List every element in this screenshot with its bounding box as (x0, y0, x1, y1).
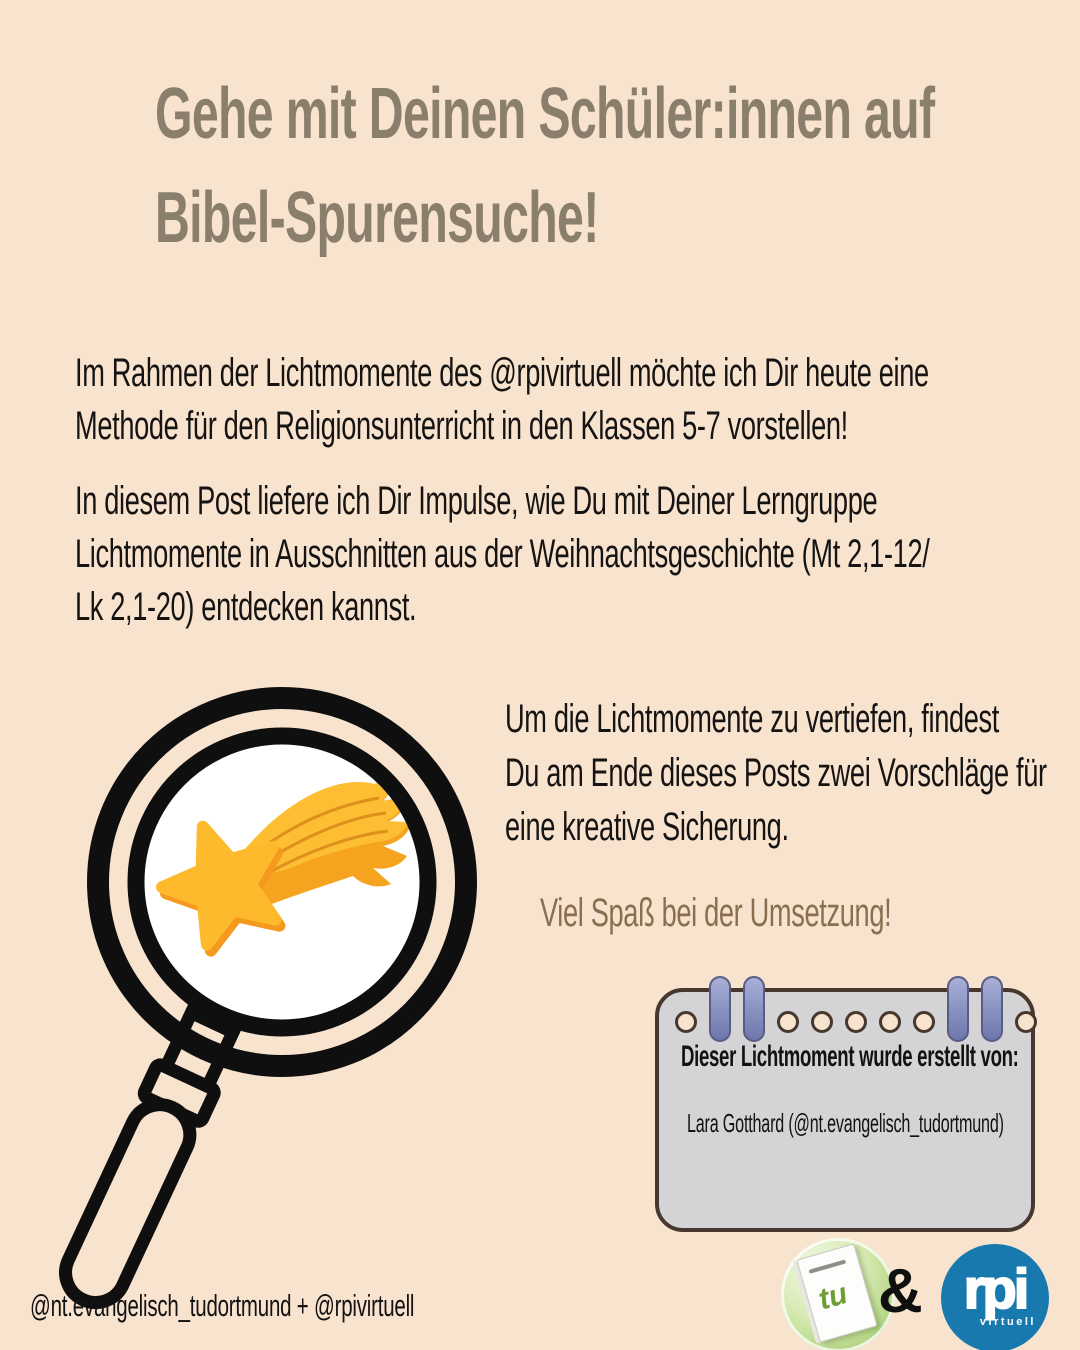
binder-ring-icon (743, 976, 765, 1042)
notepad-hole (675, 1011, 697, 1033)
rpi-logo-subtext: virtuell (979, 1316, 1036, 1328)
fun-line: Viel Spaß bei der Umsetzung! (540, 891, 892, 935)
notepad-hole (879, 1011, 901, 1033)
deepen-line-1: Um die Lichtmomente zu vertiefen, findest (505, 697, 1000, 741)
notepad-hole (777, 1011, 799, 1033)
notepad-author: Lara Gotthard (@nt.evangelisch_tudortmund) (687, 1108, 1004, 1138)
rpi-logo-text: rpi (963, 1257, 1027, 1320)
rpi-virtuell-logo (941, 1244, 1049, 1350)
binder-ring-icon (981, 976, 1003, 1042)
tu-logo-text: tu (814, 1276, 852, 1317)
footer-handles: @nt.evangelisch_tudortmund + @rpivirtuell (30, 1288, 415, 1323)
impulse-line-1: In diesem Post liefere ich Dir Impulse, wie Du mit Deiner Lerngruppe (75, 479, 878, 523)
intro-line-1: Im Rahmen der Lichtmomente des @rpivirtuell möchte ich Dir heute eine (75, 351, 929, 395)
page-title (155, 62, 934, 270)
title-line-1: Gehe mit Deinen Schüler:innen auf (155, 74, 935, 154)
notepad-hole (811, 1011, 833, 1033)
title-line-2: Bibel-Spurensuche! (155, 178, 599, 258)
impulse-line-2: Lichtmomente in Ausschnitten aus der Weihnachtsgeschichte (Mt 2,1-12/ (75, 532, 930, 576)
impulse-paragraph (75, 475, 929, 634)
tu-book-titleline (809, 1259, 847, 1273)
deepen-line-3: eine kreative Sicherung. (505, 805, 789, 849)
notepad-card (655, 988, 1035, 1232)
deepen-line-2: Du am Ende dieses Posts zwei Vorschläge für (505, 751, 1047, 795)
impulse-line-3: Lk 2,1-20) entdecken kannst. (75, 585, 417, 629)
notepad-hole (913, 1011, 935, 1033)
notepad-hole (845, 1011, 867, 1033)
magnifying-glass-icon (55, 655, 495, 1315)
notepad-hole (1015, 1011, 1037, 1033)
ampersand: & (878, 1257, 923, 1326)
binder-ring-icon (709, 976, 731, 1042)
intro-line-2: Methode für den Religionsunterricht in den Klassen 5-7 vorstellen! (75, 404, 848, 448)
intro-paragraph (75, 347, 929, 453)
deepen-paragraph (505, 692, 1047, 854)
binder-ring-icon (947, 976, 969, 1042)
notepad-heading: Dieser Lichtmoment wurde erstellt von: (681, 1040, 1019, 1073)
tu-book-icon (796, 1243, 877, 1342)
